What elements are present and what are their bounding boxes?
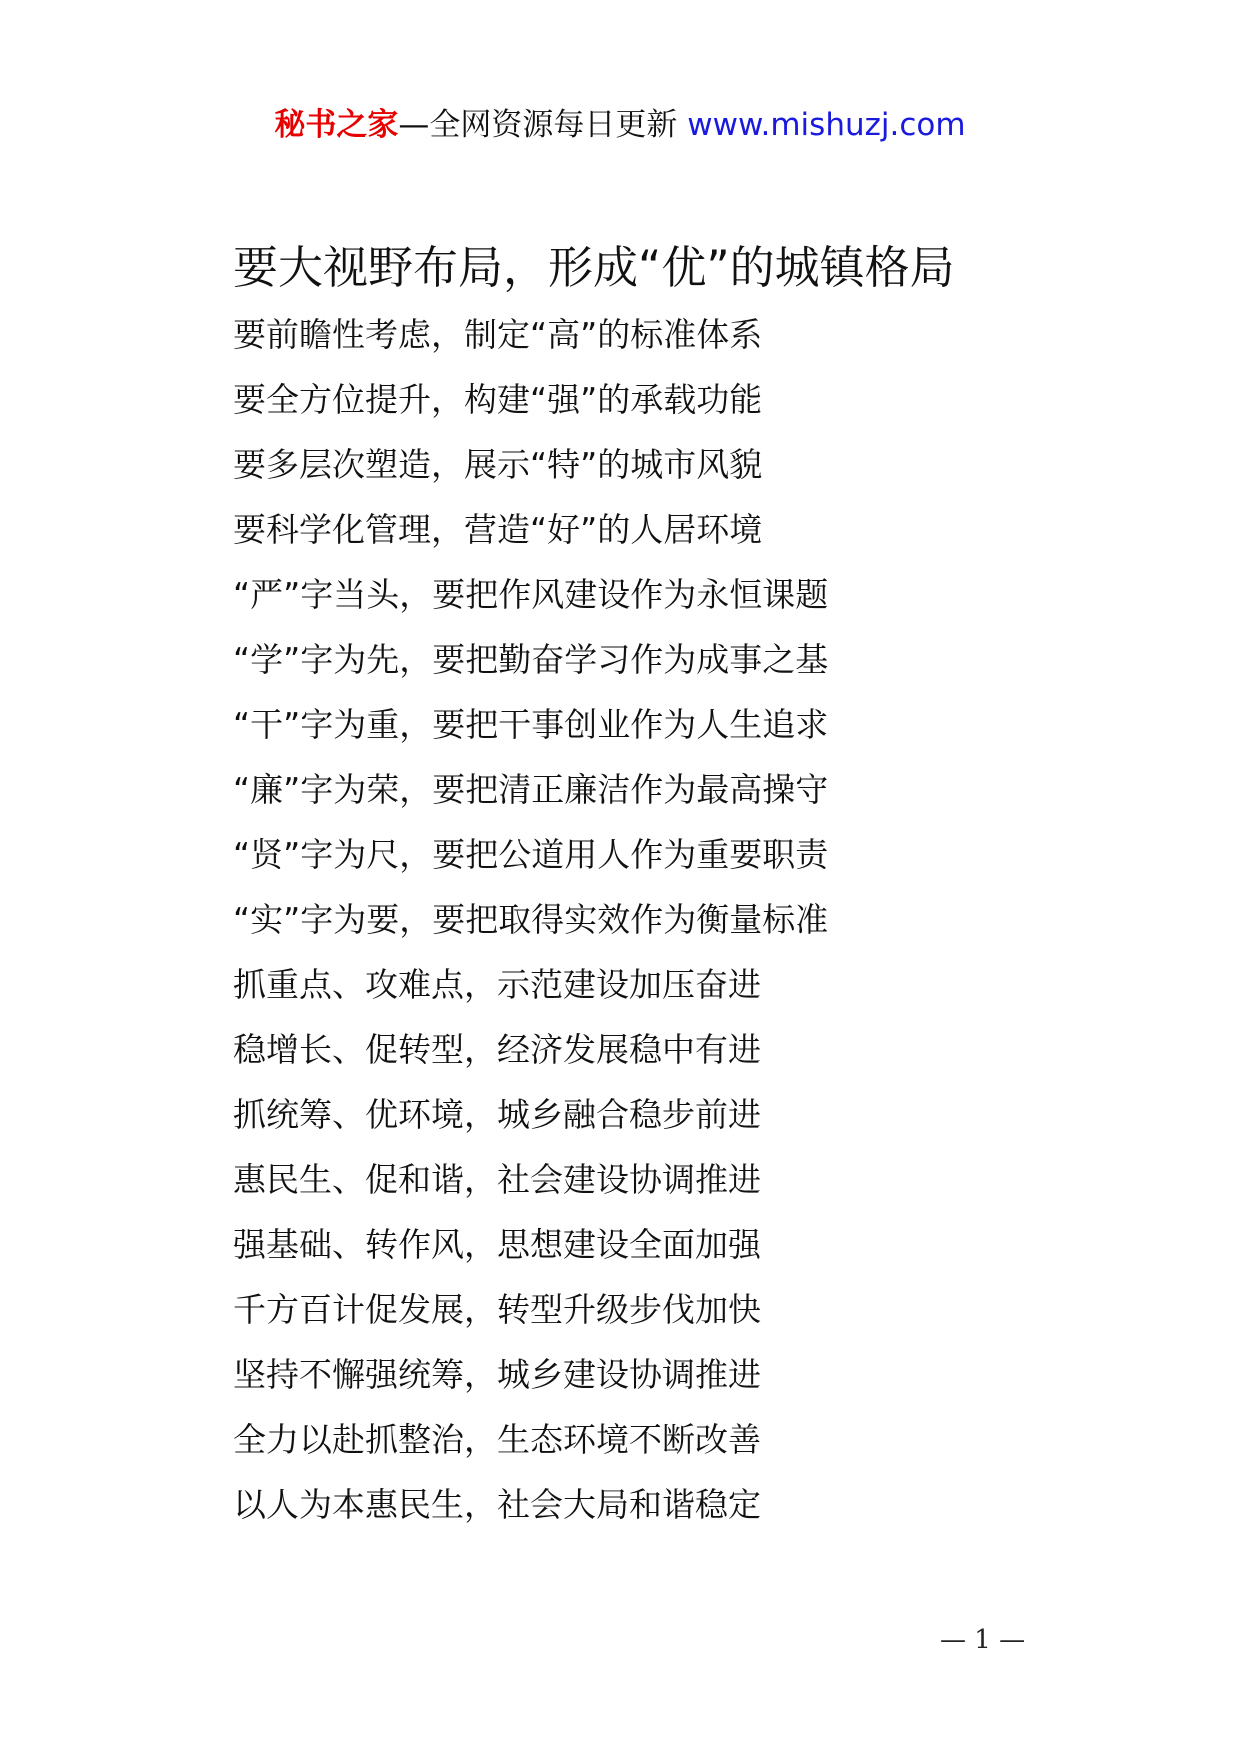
slogan-line: 惠民生、促和谐，社会建设协调推进	[233, 1160, 761, 1199]
slogan-list	[233, 302, 828, 1537]
slogan-line: 要全方位提升，构建“强”的承载功能	[233, 380, 763, 419]
slogan-line: “干”字为重，要把干事创业作为人生追求	[233, 705, 829, 744]
slogan-line: 坚持不懈强统筹，城乡建设协调推进	[233, 1355, 761, 1394]
slogan-line: 抓重点、攻难点，示范建设加压奋进	[233, 965, 761, 1004]
slogan-line: 稳增长、促转型，经济发展稳中有进	[233, 1030, 761, 1069]
slogan-line: “严”字当头，要把作风建设作为永恒课题	[233, 575, 829, 614]
slogan-line: 要科学化管理，营造“好”的人居环境	[233, 510, 763, 549]
slogan-line: 抓统筹、优环境，城乡融合稳步前进	[233, 1095, 761, 1134]
slogan-line: “廉”字为荣，要把清正廉洁作为最高操守	[233, 770, 829, 809]
site-header	[0, 100, 1240, 150]
slogan-line: 全力以赴抓整治，生态环境不断改善	[233, 1420, 761, 1459]
slogan-line: “实”字为要，要把取得实效作为衡量标准	[233, 900, 829, 939]
slogan-line: “贤”字为尺，要把公道用人作为重要职责	[233, 835, 829, 874]
brand-name: 秘书之家	[274, 107, 399, 143]
slogan-line: 要多层次塑造，展示“特”的城市风貌	[233, 445, 763, 484]
slogan-line: 千方百计促发展，转型升级步伐加快	[233, 1290, 761, 1329]
document-title: 要大视野布局，形成“优”的城镇格局	[233, 241, 955, 294]
site-url-link[interactable]: www.mishuzj.com	[687, 107, 966, 143]
slogan-line: 以人为本惠民生，社会大局和谐稳定	[233, 1485, 761, 1524]
slogan-line: 强基础、转作风，思想建设全面加强	[233, 1225, 761, 1264]
page-number: — 1 —	[940, 1625, 1026, 1655]
header-tagline: —全网资源每日更新	[398, 107, 678, 143]
slogan-line: “学”字为先，要把勤奋学习作为成事之基	[233, 640, 829, 679]
slogan-line: 要前瞻性考虑，制定“高”的标准体系	[233, 315, 763, 354]
